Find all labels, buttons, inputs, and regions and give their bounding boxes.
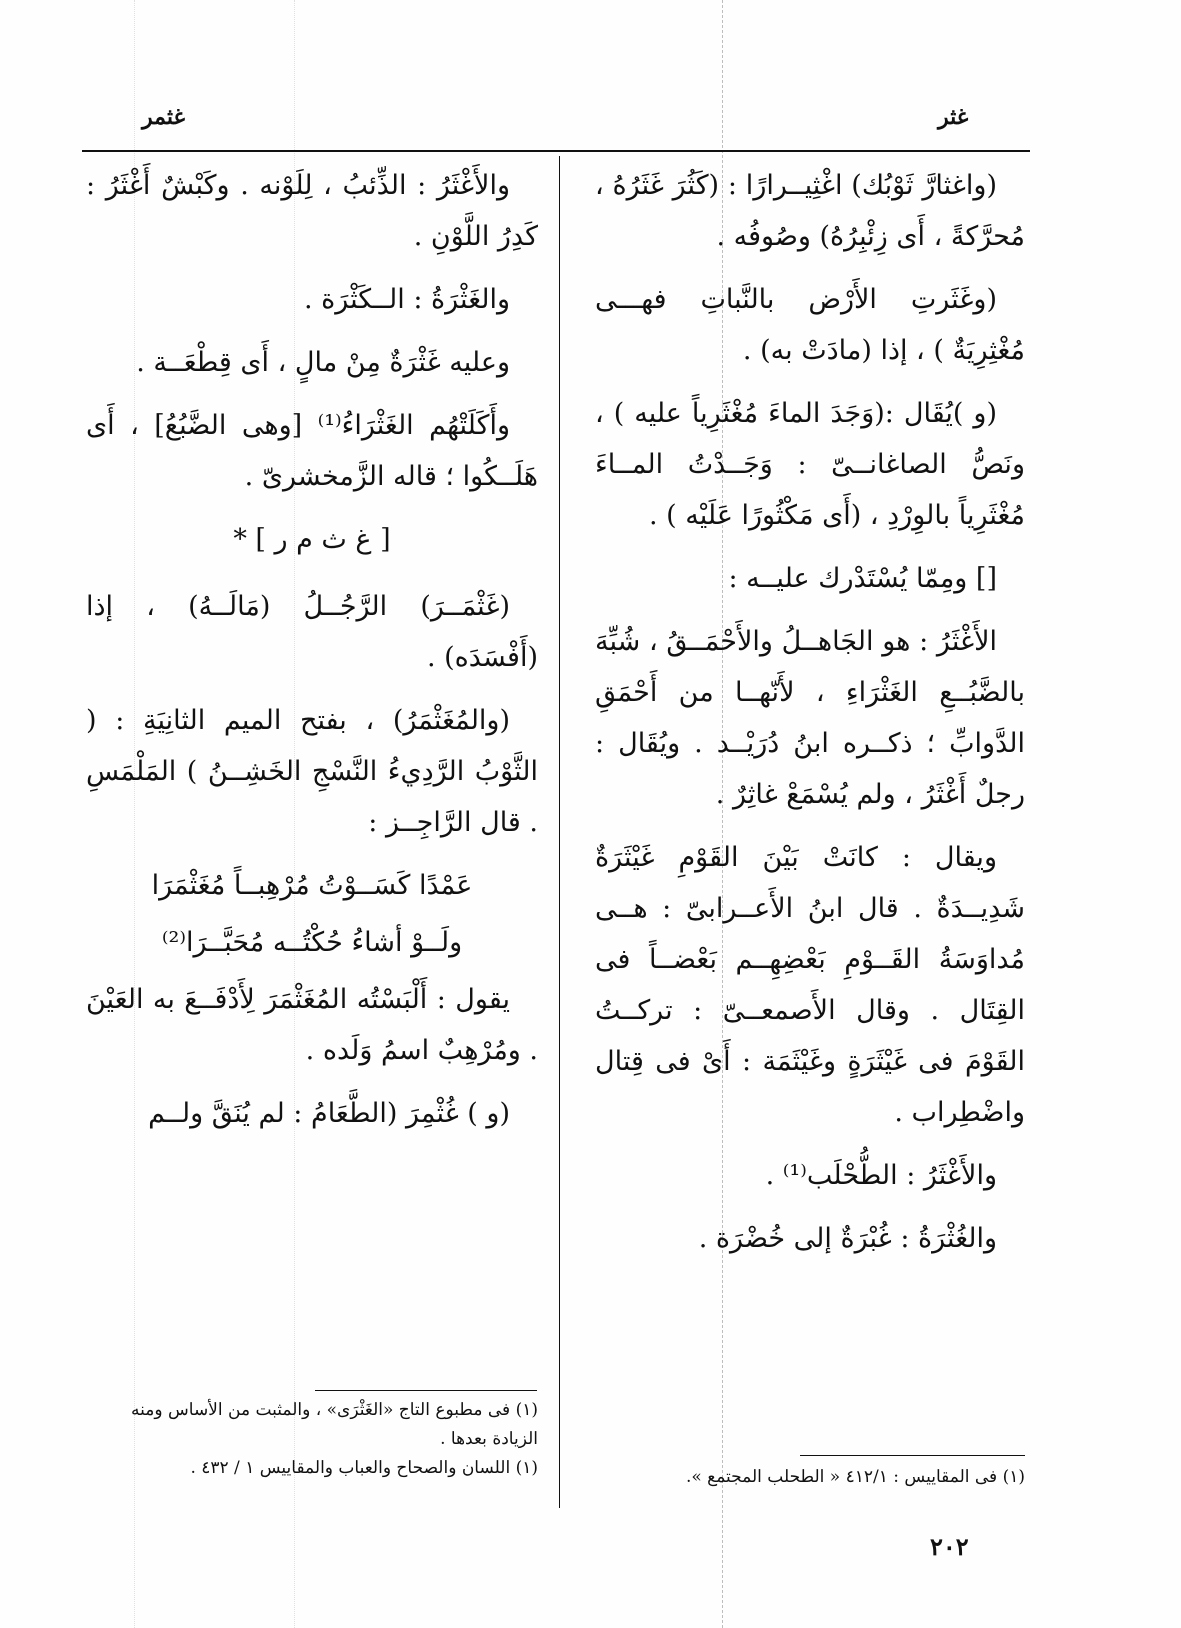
running-header-left: غثمر bbox=[142, 104, 186, 130]
verse-line: ولَــوْ أشاءُ حُكْتُــه مُحَبَّــرَا⁽²⁾ bbox=[161, 927, 463, 958]
entry-paragraph: وعليه غَثْرَةٌ مِنْ مالٍ ، أَى قِطْعَــة . bbox=[136, 347, 510, 378]
entry-paragraph: (والمُغَثْمَرُ) ، بفتح الميم الثانِيَةِ : ( الثَّوْبُ الرَّدِيءُ النَّسْجِ الخَشِــنُ ) المَلْمَسِ . قال الرَّاجِــز : bbox=[86, 705, 538, 838]
running-header-right: غثر bbox=[938, 104, 969, 130]
page-number: ٢٠٢ bbox=[930, 1532, 969, 1561]
entry-paragraph: والأَغْثَرُ : الذِّئبُ ، لِلَوْنه . وكَبْشٌ أَغْثَرُ : كَدِرُ اللَّوْنِ . bbox=[86, 170, 538, 252]
entry-paragraph: يقول : أَلْبَسْتُه المُغَثْمَرَ لِأَدْفَــعَ به العَيْنَ . ومُرْهِبٌ اسمُ وَلَده . bbox=[86, 984, 538, 1066]
entry-paragraph: (و ) غُثْمِرَ (الطَّعَامُ : لم يُنَقَّ ولــم bbox=[148, 1098, 510, 1129]
entry-paragraph: والغَثْرَةُ : الــكَثْرَة . bbox=[303, 284, 510, 315]
addendum-marker: [] ومِمّا يُسْتَدْرك عليــه : bbox=[728, 563, 997, 594]
column-divider bbox=[559, 156, 560, 1508]
entry-paragraph: وأَكَلَتْهُم الغَثْرَاءُ⁽¹⁾ [وهى الضَّبُعُ] ، أَى هَلَــكُوا ؛ قاله الزَّمخشرىّ . bbox=[86, 410, 538, 492]
entry-paragraph: (و )يُقَال :(وَجَدَ الماءَ مُغْثَرِياً عليه ) ، ونَصُّ الصاغانــىّ : وَجَــدْتُ المــاءَ مُغْثَرِياً بالوِرْدِ ، (أَى مَكْثُورًا عَلَيْه ) . bbox=[595, 398, 1025, 531]
footnote-rule bbox=[800, 1455, 1025, 1456]
entry-paragraph: والغُثْرَةُ : غُبْرَةٌ إلى خُضْرَة . bbox=[698, 1223, 997, 1254]
right-column bbox=[595, 160, 1025, 1276]
footnote: (١) اللسان والصحاح والعباب والمقاييس ١ / ٤٣٢ . bbox=[190, 1458, 538, 1478]
verse-line: عَمْدًا كَسَــوْتُ مُرْهِبــاً مُغَثْمَرَا bbox=[151, 870, 473, 901]
footnote-rule bbox=[315, 1390, 537, 1391]
header-rule bbox=[82, 150, 1030, 152]
entry-paragraph: (وغَثَرتِ الأَرْض بالنَّباتِ فهـــى مُغْثِرِيَةٌ ) ، إذا (مادَتْ به) . bbox=[595, 284, 1025, 366]
footnote: (١) فى مطبوع التاج «الغَثْرَى» ، والمثبت من الأساس ومنه الزيادة بعدها . bbox=[131, 1400, 538, 1449]
footnotes-right bbox=[595, 1463, 1025, 1492]
footnotes-left bbox=[86, 1396, 538, 1483]
entry-paragraph: ويقال : كانَتْ بَيْنَ القَوْمِ غَيْثَرَةٌ شَدِيــدَةٌ . قال ابنُ الأَعــرابىّ : هــى مُداوَسَةُ القَــوْمِ بَعْضِهِــم بَعْضــاً فى القِتَال . وقال الأَصمعــىّ : تركــتُ القَوْمَ فى غَيْثَرَةٍ وغَيْثَمَة : أَىْ فى قِتال واضْطِراب . bbox=[595, 842, 1025, 1128]
entry-paragraph: الأَغْثَرُ : هو الجَاهــلُ والأَحْمَــقُ ، شُبِّهَ بالضَّبُــعِ الغَثْرَاءِ ، لأَنّهــا من أَحْمَقِ الدَّوابِّ ؛ ذكــره ابنُ دُرَيْــد . ويُقَال : رجلٌ أَغْثَرُ ، ولم يُسْمَعْ غاثِرٌ . bbox=[595, 626, 1025, 810]
left-column bbox=[86, 160, 538, 1151]
entry-heading: [ غ ث م ر ] * bbox=[233, 524, 391, 555]
entry-paragraph: (واغثارَّ ثَوْبُك) اغْثِيــرارًا : (كَثُرَ غَثَرُهُ ، مُحرَّكةً ، أَى زِئْبِرُهُ) وصُوفُه . bbox=[595, 170, 1025, 252]
footnote: (١) فى المقاييس : ٤١٢/١ « الطحلب المجتمع ». bbox=[685, 1467, 1025, 1487]
entry-paragraph: والأَغْثَرُ : الطُّحْلَب⁽¹⁾ . bbox=[765, 1160, 997, 1191]
entry-paragraph: (غَثْمَــرَ) الرَّجُــلُ (مَالَــهُ) ، إذا (أَفْسَدَه) . bbox=[86, 591, 538, 673]
